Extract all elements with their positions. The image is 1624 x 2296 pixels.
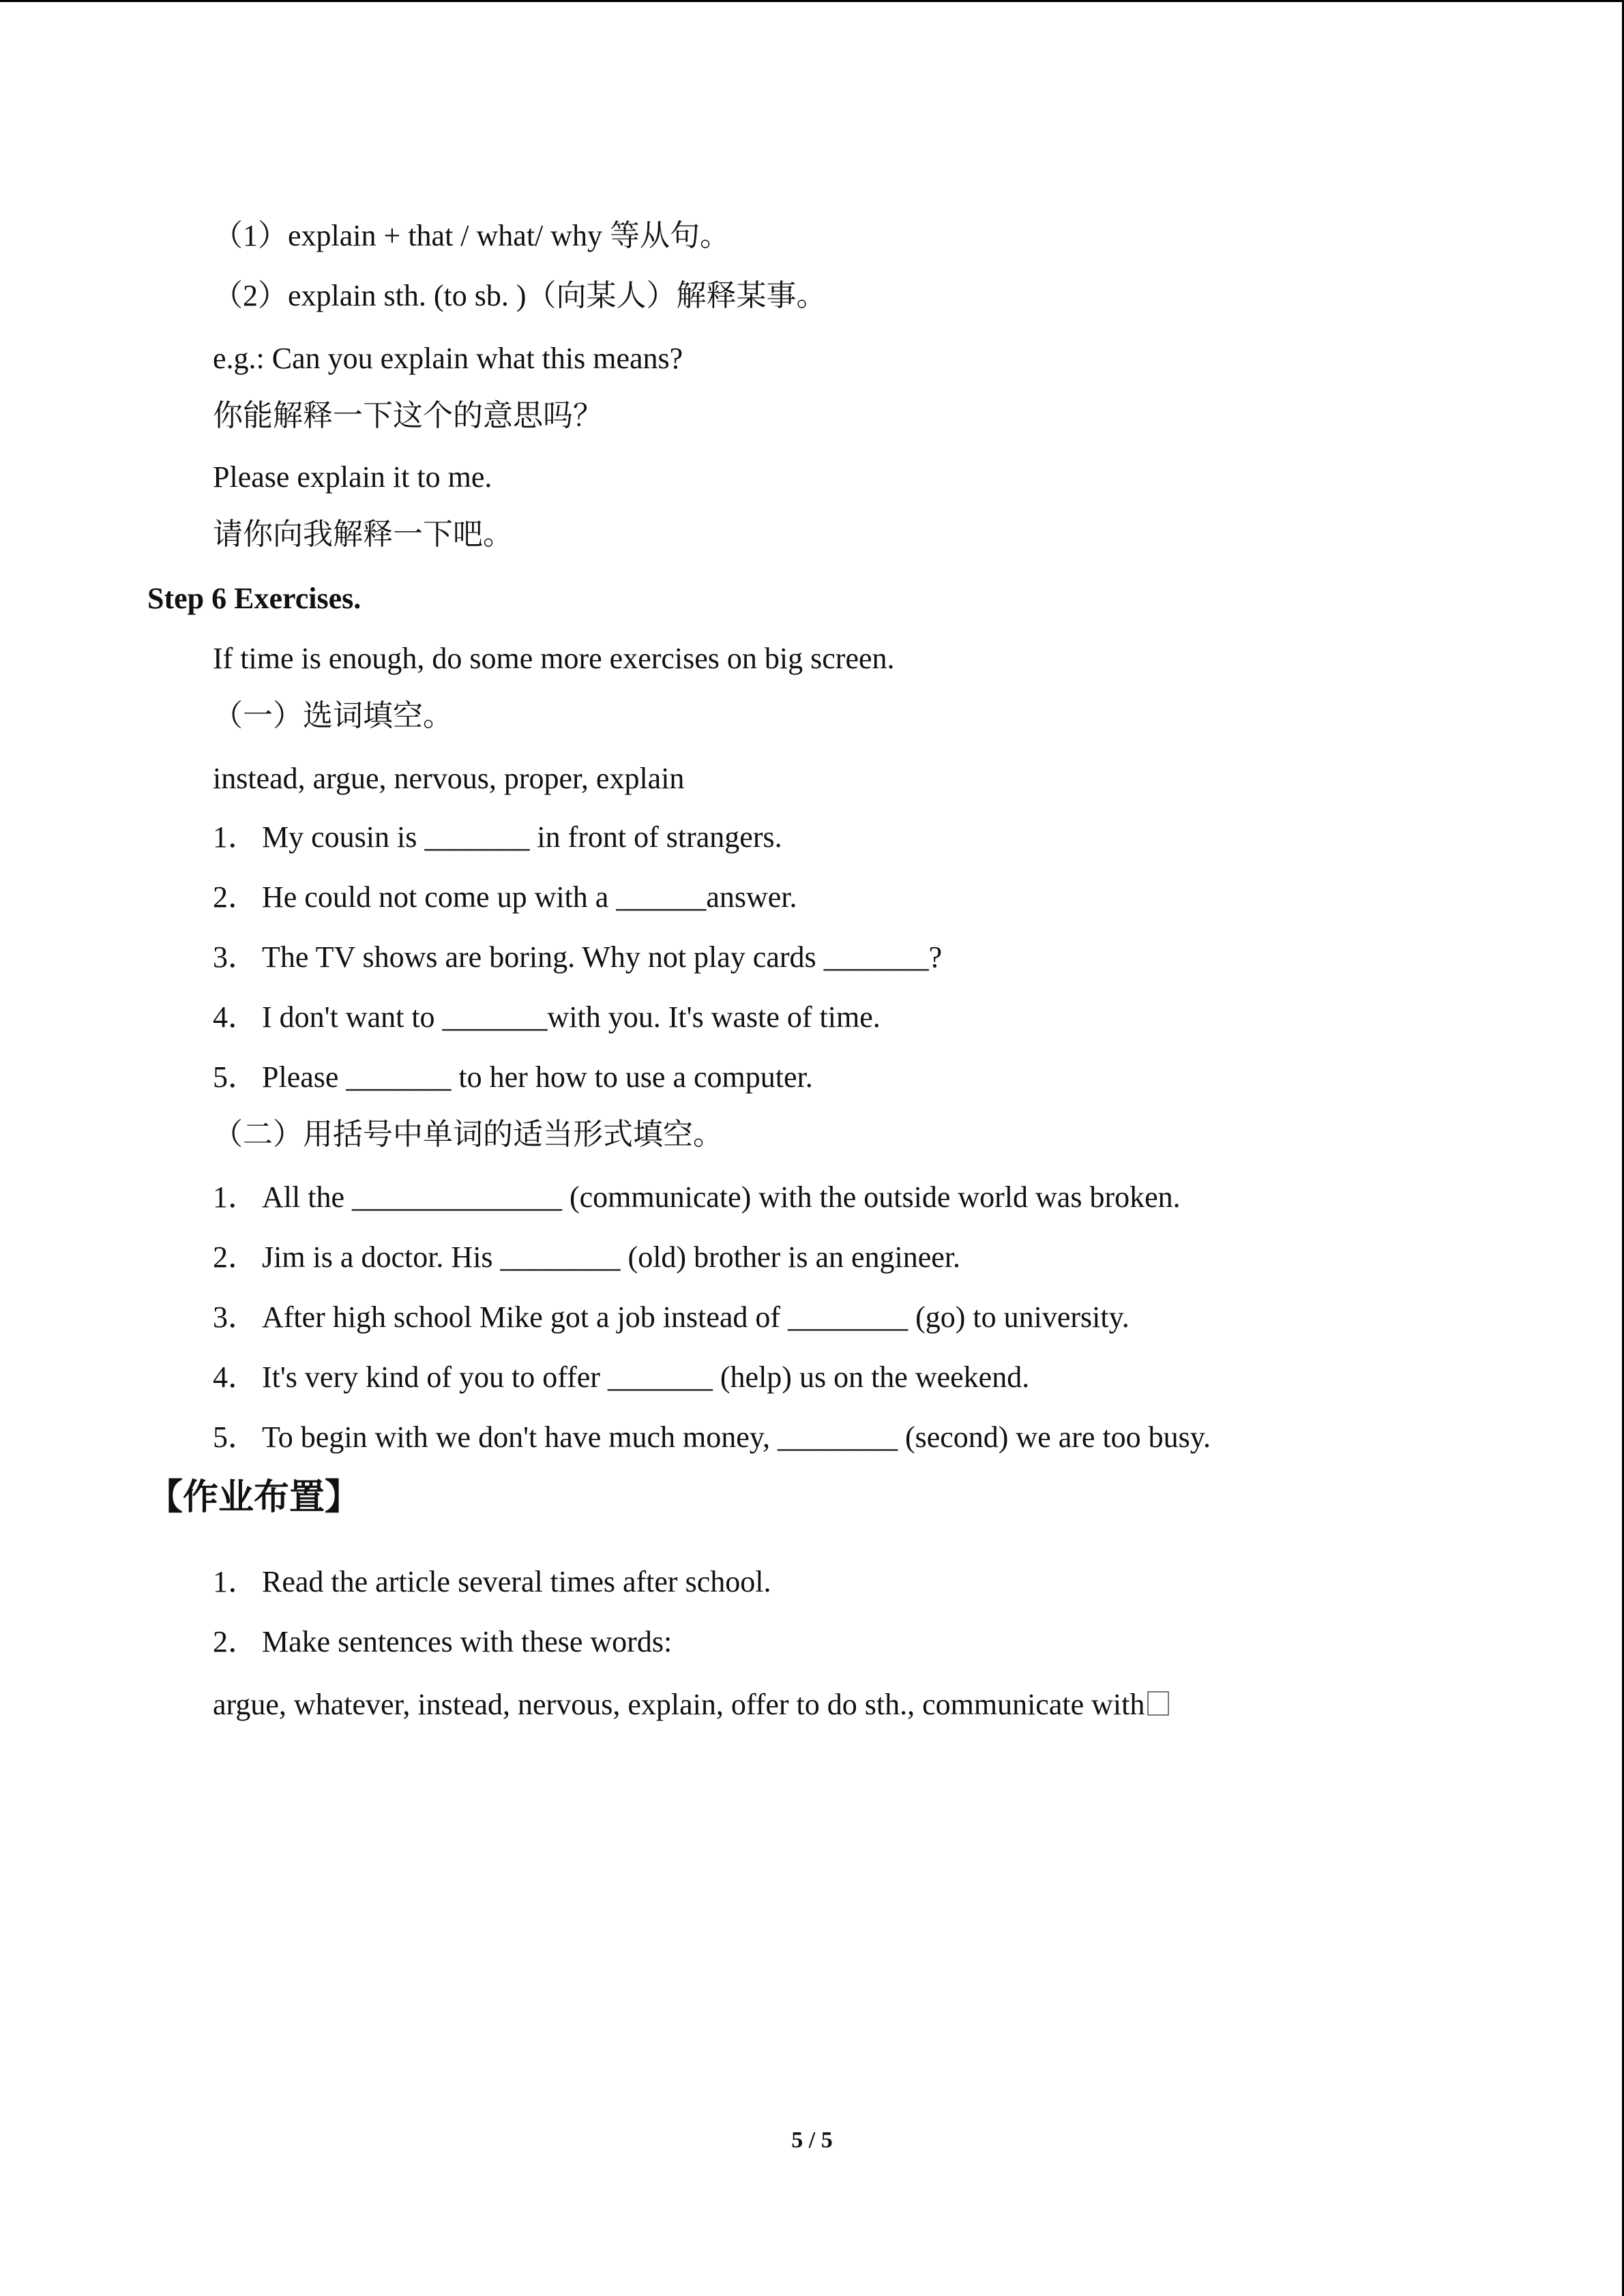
part1-title: （一）选词填空。 (213, 699, 453, 732)
homework-item: 1． Read the article several times after school. (213, 1565, 771, 1598)
homework-title: 【作业布置】 (147, 1477, 361, 1518)
part2-item: 4． It's very kind of you to offer _______ (help) us on the weekend. (213, 1360, 1030, 1394)
part2-title: （二）用括号中单词的适当形式填空。 (213, 1118, 723, 1151)
page-number: 5 / 5 (791, 2128, 833, 2153)
part2-item: 2． Jim is a doctor. His ________ (old) brother is an engineer. (213, 1240, 961, 1274)
homework-item: 2． Make sentences with these words: (213, 1625, 673, 1658)
step6-intro: If time is enough, do some more exercises on big screen. (213, 642, 895, 675)
example-en-1: e.g.: Can you explain what this means? (213, 342, 683, 375)
part2-item: 3． After high school Mike got a job instead of ________ (go) to university. (213, 1300, 1130, 1334)
example-cn-2: 请你向我解释一下吧。 (213, 518, 513, 551)
homework-word-list: argue, whatever, instead, nervous, explain, offer to do sth., communicate with (213, 1684, 1169, 1725)
part1-item: 5． Please _______ to her how to use a computer. (213, 1060, 813, 1094)
explain-usage-2: （2）explain sth. (to sb. )（向某人）解释某事。 (213, 279, 827, 312)
step6-title: Step 6 Exercises. (147, 582, 361, 615)
placeholder-box-icon (1147, 1691, 1169, 1716)
part1-item: 3． The TV shows are boring. Why not play cards _______? (213, 940, 943, 974)
explain-usage-1: （1）explain + that / what/ why 等从句。 (213, 219, 730, 252)
part1-item: 1． My cousin is _______ in front of strangers. (213, 820, 782, 854)
part1-item: 2． He could not come up with a ______answer. (213, 880, 797, 914)
example-cn-1: 你能解释一下这个的意思吗？ (213, 399, 603, 432)
part1-word-bank: instead, argue, nervous, proper, explain (213, 762, 685, 795)
example-en-2: Please explain it to me. (213, 460, 492, 494)
part2-item: 1． All the ______________ (communicate) with the outside world was broken. (213, 1180, 1181, 1214)
part2-item: 5． To begin with we don't have much money, ________ (second) we are too busy. (213, 1420, 1211, 1454)
part1-item: 4． I don't want to _______with you. It's waste of time. (213, 1000, 881, 1034)
